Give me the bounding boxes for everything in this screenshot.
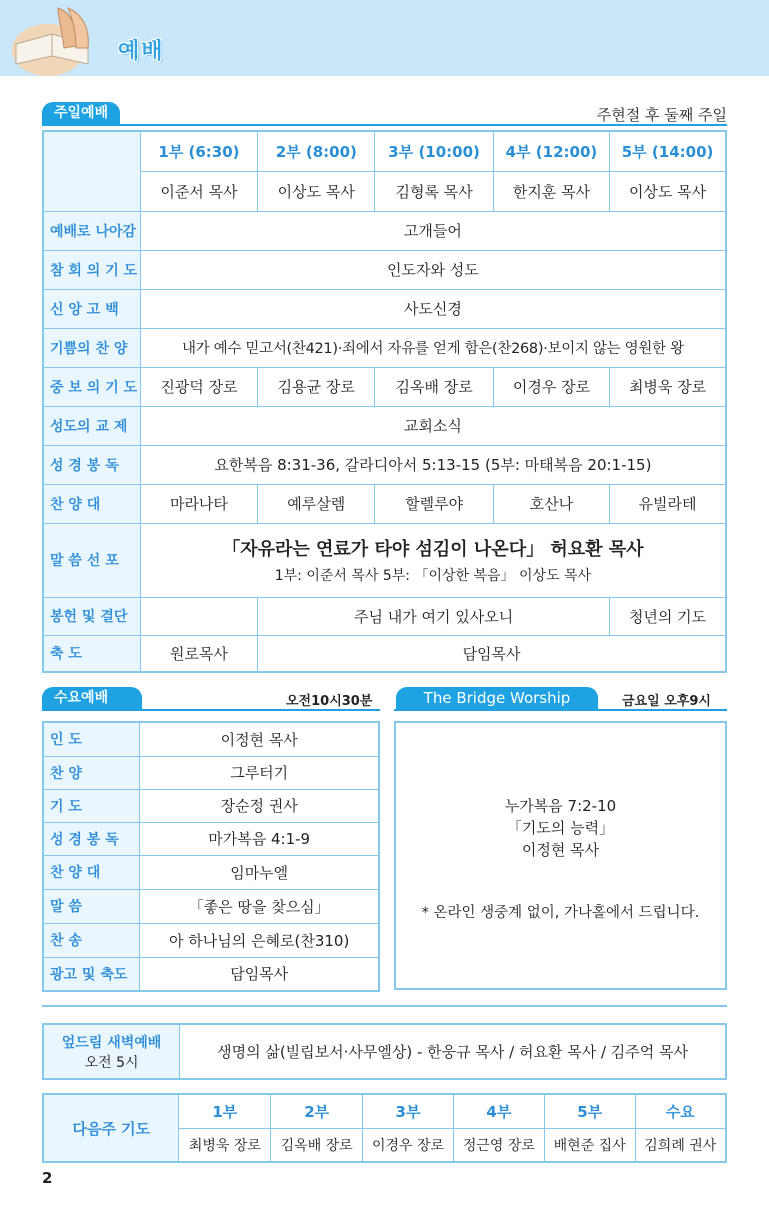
bridge-note: * 온라인 생중계 없이, 가나홀에서 드립니다. — [421, 905, 700, 921]
bridge-sermon-title: 「기도의 능력」 — [506, 819, 615, 837]
service-leader: 이준서 목사 — [140, 171, 257, 211]
prayer-column-head: 4부 — [453, 1094, 544, 1128]
benediction-rest: 담임목사 — [258, 635, 726, 672]
intercessor: 진광덕 장로 — [140, 367, 257, 406]
prayer-name: 배현준 집사 — [544, 1128, 635, 1162]
row-value: 아 하나님의 은혜로(찬310) — [140, 923, 379, 957]
section-divider — [394, 709, 727, 711]
prayer-name: 김옥배 장로 — [271, 1128, 363, 1162]
bridge-worship-tab: The Bridge Worship — [396, 687, 598, 709]
row-value: 장순정 권사 — [140, 789, 379, 822]
offering-song: 주님 내가 여기 있사오니 — [258, 597, 610, 635]
service-time: 5부 (14:00) — [610, 131, 726, 171]
next-prayer-label: 다음주 기도 — [43, 1094, 179, 1162]
section-divider — [42, 709, 380, 711]
row-label: 기쁨의 찬 양 — [43, 328, 140, 367]
choir-name: 예루살렘 — [258, 484, 375, 523]
service-leader: 이상도 목사 — [610, 171, 726, 211]
row-label: 축 도 — [43, 635, 140, 672]
confession-value: 인도자와 성도 — [140, 250, 726, 289]
choir-name: 호산나 — [493, 484, 609, 523]
prayer-column-head: 2부 — [271, 1094, 363, 1128]
row-label: 인 도 — [43, 722, 140, 756]
page-title: 예배 — [118, 39, 165, 64]
row-label: 찬 양 대 — [43, 484, 140, 523]
row-label: 말 씀 — [43, 889, 140, 923]
divider-line — [42, 1005, 727, 1007]
approach-value: 고개들어 — [140, 211, 726, 250]
sermon-cell — [140, 523, 726, 597]
bridge-preacher: 이정현 목사 — [521, 841, 600, 859]
row-value: 그루터기 — [140, 756, 379, 789]
dawn-time: 오전 5시 — [84, 1054, 139, 1071]
row-label: 찬 송 — [43, 923, 140, 957]
next-week-prayer-table — [42, 1093, 727, 1163]
intercessor: 김옥배 장로 — [375, 367, 493, 406]
corner-cell — [43, 131, 140, 211]
bridge-time: 금요일 오후9시 — [622, 694, 711, 709]
wednesday-service-table — [42, 721, 380, 992]
choir-name: 유빌라테 — [610, 484, 726, 523]
row-label: 중 보 의 기 도 — [43, 367, 140, 406]
row-value: 「좋은 땅을 찾으심」 — [140, 889, 379, 923]
prayer-column-head: 5부 — [544, 1094, 635, 1128]
row-value: 담임목사 — [140, 957, 379, 991]
row-label: 광고 및 축도 — [43, 957, 140, 991]
row-label: 성도의 교 제 — [43, 406, 140, 445]
row-label: 말 씀 선 포 — [43, 523, 140, 597]
sunday-service-table — [42, 130, 727, 673]
service-time: 1부 (6:30) — [140, 131, 257, 171]
row-label: 참 회 의 기 도 — [43, 250, 140, 289]
row-label: 신 앙 고 백 — [43, 289, 140, 328]
dawn-label: 엎드림 새벽예배 — [61, 1034, 162, 1051]
sermon-note: 1부: 이준서 목사 5부: 「이상한 복음」 이상도 목사 — [274, 568, 592, 584]
row-label: 찬 양 대 — [43, 855, 140, 889]
prayer-name: 최병욱 장로 — [179, 1128, 271, 1162]
offering-side: 청년의 기도 — [610, 597, 726, 635]
row-label: 봉헌 및 결단 — [43, 597, 140, 635]
wednesday-worship-tab: 수요예배 — [42, 687, 142, 709]
row-label: 찬 양 — [43, 756, 140, 789]
row-label: 예배로 나아감 — [43, 211, 140, 250]
row-label: 성 경 봉 독 — [43, 822, 140, 855]
praying-hands-bible-image — [8, 4, 98, 76]
service-time: 2부 (8:00) — [258, 131, 375, 171]
row-label: 기 도 — [43, 789, 140, 822]
dawn-value: 생명의 삶(빌립보서·사무엘상) - 한웅규 목사 / 허요환 목사 / 김주억 목사 — [180, 1024, 726, 1079]
offering-empty-cell — [140, 597, 257, 635]
service-time: 3부 (10:00) — [375, 131, 493, 171]
benediction-first: 원로목사 — [140, 635, 257, 672]
bridge-scripture: 누가복음 7:2-10 — [504, 797, 617, 815]
fellowship-value: 교회소식 — [140, 406, 726, 445]
service-time: 4부 (12:00) — [493, 131, 609, 171]
liturgical-day: 주현절 후 둘째 주일 — [596, 106, 727, 124]
choir-name: 할렐루야 — [375, 484, 493, 523]
hymns-value: 내가 예수 믿고서(찬421)·죄에서 자유를 얻게 함은(찬268)·보이지 않는 영원한 왕 — [140, 328, 726, 367]
dawn-worship-table — [42, 1023, 727, 1080]
header-banner — [0, 0, 769, 76]
sermon-title: 「자유라는 연료가 타야 섬김이 나온다」 허요환 목사 — [222, 539, 644, 560]
choir-name: 마라나타 — [140, 484, 257, 523]
prayer-name: 정근영 장로 — [453, 1128, 544, 1162]
wednesday-time: 오전10시30분 — [286, 694, 373, 709]
dawn-label-cell — [43, 1024, 180, 1079]
row-value: 이정현 목사 — [140, 722, 379, 756]
prayer-column-head: 3부 — [363, 1094, 454, 1128]
sunday-worship-tab: 주일예배 — [42, 102, 120, 124]
bridge-worship-box — [394, 721, 727, 990]
page-number: 2 — [42, 1169, 53, 1187]
prayer-column-head: 수요 — [635, 1094, 726, 1128]
prayer-name: 이경우 장로 — [363, 1128, 454, 1162]
intercessor: 최병욱 장로 — [610, 367, 726, 406]
intercessor: 이경우 장로 — [493, 367, 609, 406]
service-leader: 한지훈 목사 — [493, 171, 609, 211]
prayer-name: 김희례 권사 — [635, 1128, 726, 1162]
prayer-column-head: 1부 — [179, 1094, 271, 1128]
row-value: 마가복음 4:1-9 — [140, 822, 379, 855]
row-label: 성 경 봉 독 — [43, 445, 140, 484]
intercessor: 김용균 장로 — [258, 367, 375, 406]
reading-value: 요한복음 8:31-36, 갈라디아서 5:13-15 (5부: 마태복음 20:1-15) — [140, 445, 726, 484]
service-leader: 이상도 목사 — [258, 171, 375, 211]
row-value: 임마누엘 — [140, 855, 379, 889]
service-leader: 김형록 목사 — [375, 171, 493, 211]
creed-value: 사도신경 — [140, 289, 726, 328]
